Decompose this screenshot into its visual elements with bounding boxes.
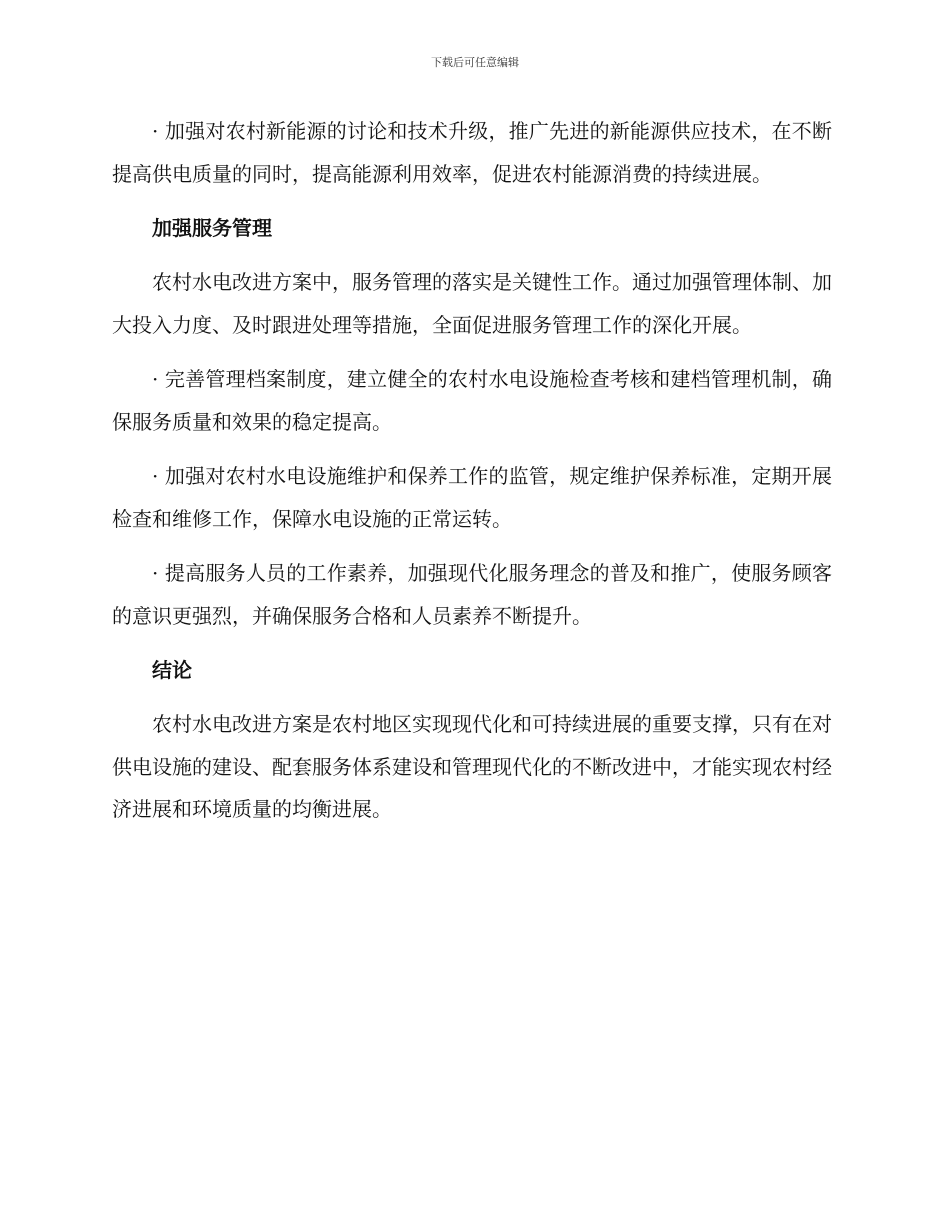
page-header: 下载后可任意编辑 <box>431 56 519 69</box>
bullet-paragraph-staff-quality: · 提高服务人员的工作素养，加强现代化服务理念的普及和推广，使服务顾客的意识更强烈，并确保服务合格和人员素养不断提升。 <box>112 561 832 628</box>
bullet-paragraph-maintenance-supervision: · 加强对农村水电设施维护和保养工作的监管，规定维护保养标准，定期开展检查和维修工作，保障水电设施的正常运转。 <box>112 464 832 531</box>
bullet-paragraph-archive-system: · 完善管理档案制度，建立健全的农村水电设施检查考核和建档管理机制，确保服务质量和效果的稳定提高。 <box>112 367 832 434</box>
section-heading-service-management: 加强服务管理 <box>152 216 272 240</box>
bullet-paragraph-new-energy: · 加强对农村新能源的讨论和技术升级，推广先进的新能源供应技术，在不断提高供电质量的同时，提高能源利用效率，促进农村能源消费的持续进展。 <box>112 119 832 186</box>
paragraph-service-management-intro: 农村水电改进方案中，服务管理的落实是关键性工作。通过加强管理体制、加大投入力度、及时跟进处理等措施，全面促进服务管理工作的深化开展。 <box>112 270 832 337</box>
document-body <box>112 110 832 843</box>
section-heading-conclusion: 结论 <box>152 658 192 682</box>
paragraph-conclusion: 农村水电改进方案是农村地区实现现代化和可持续进展的重要支撑，只有在对供电设施的建设、配套服务体系建设和管理现代化的不断改进中，才能实现农村经济进展和环境质量的均衡进展。 <box>112 712 832 821</box>
